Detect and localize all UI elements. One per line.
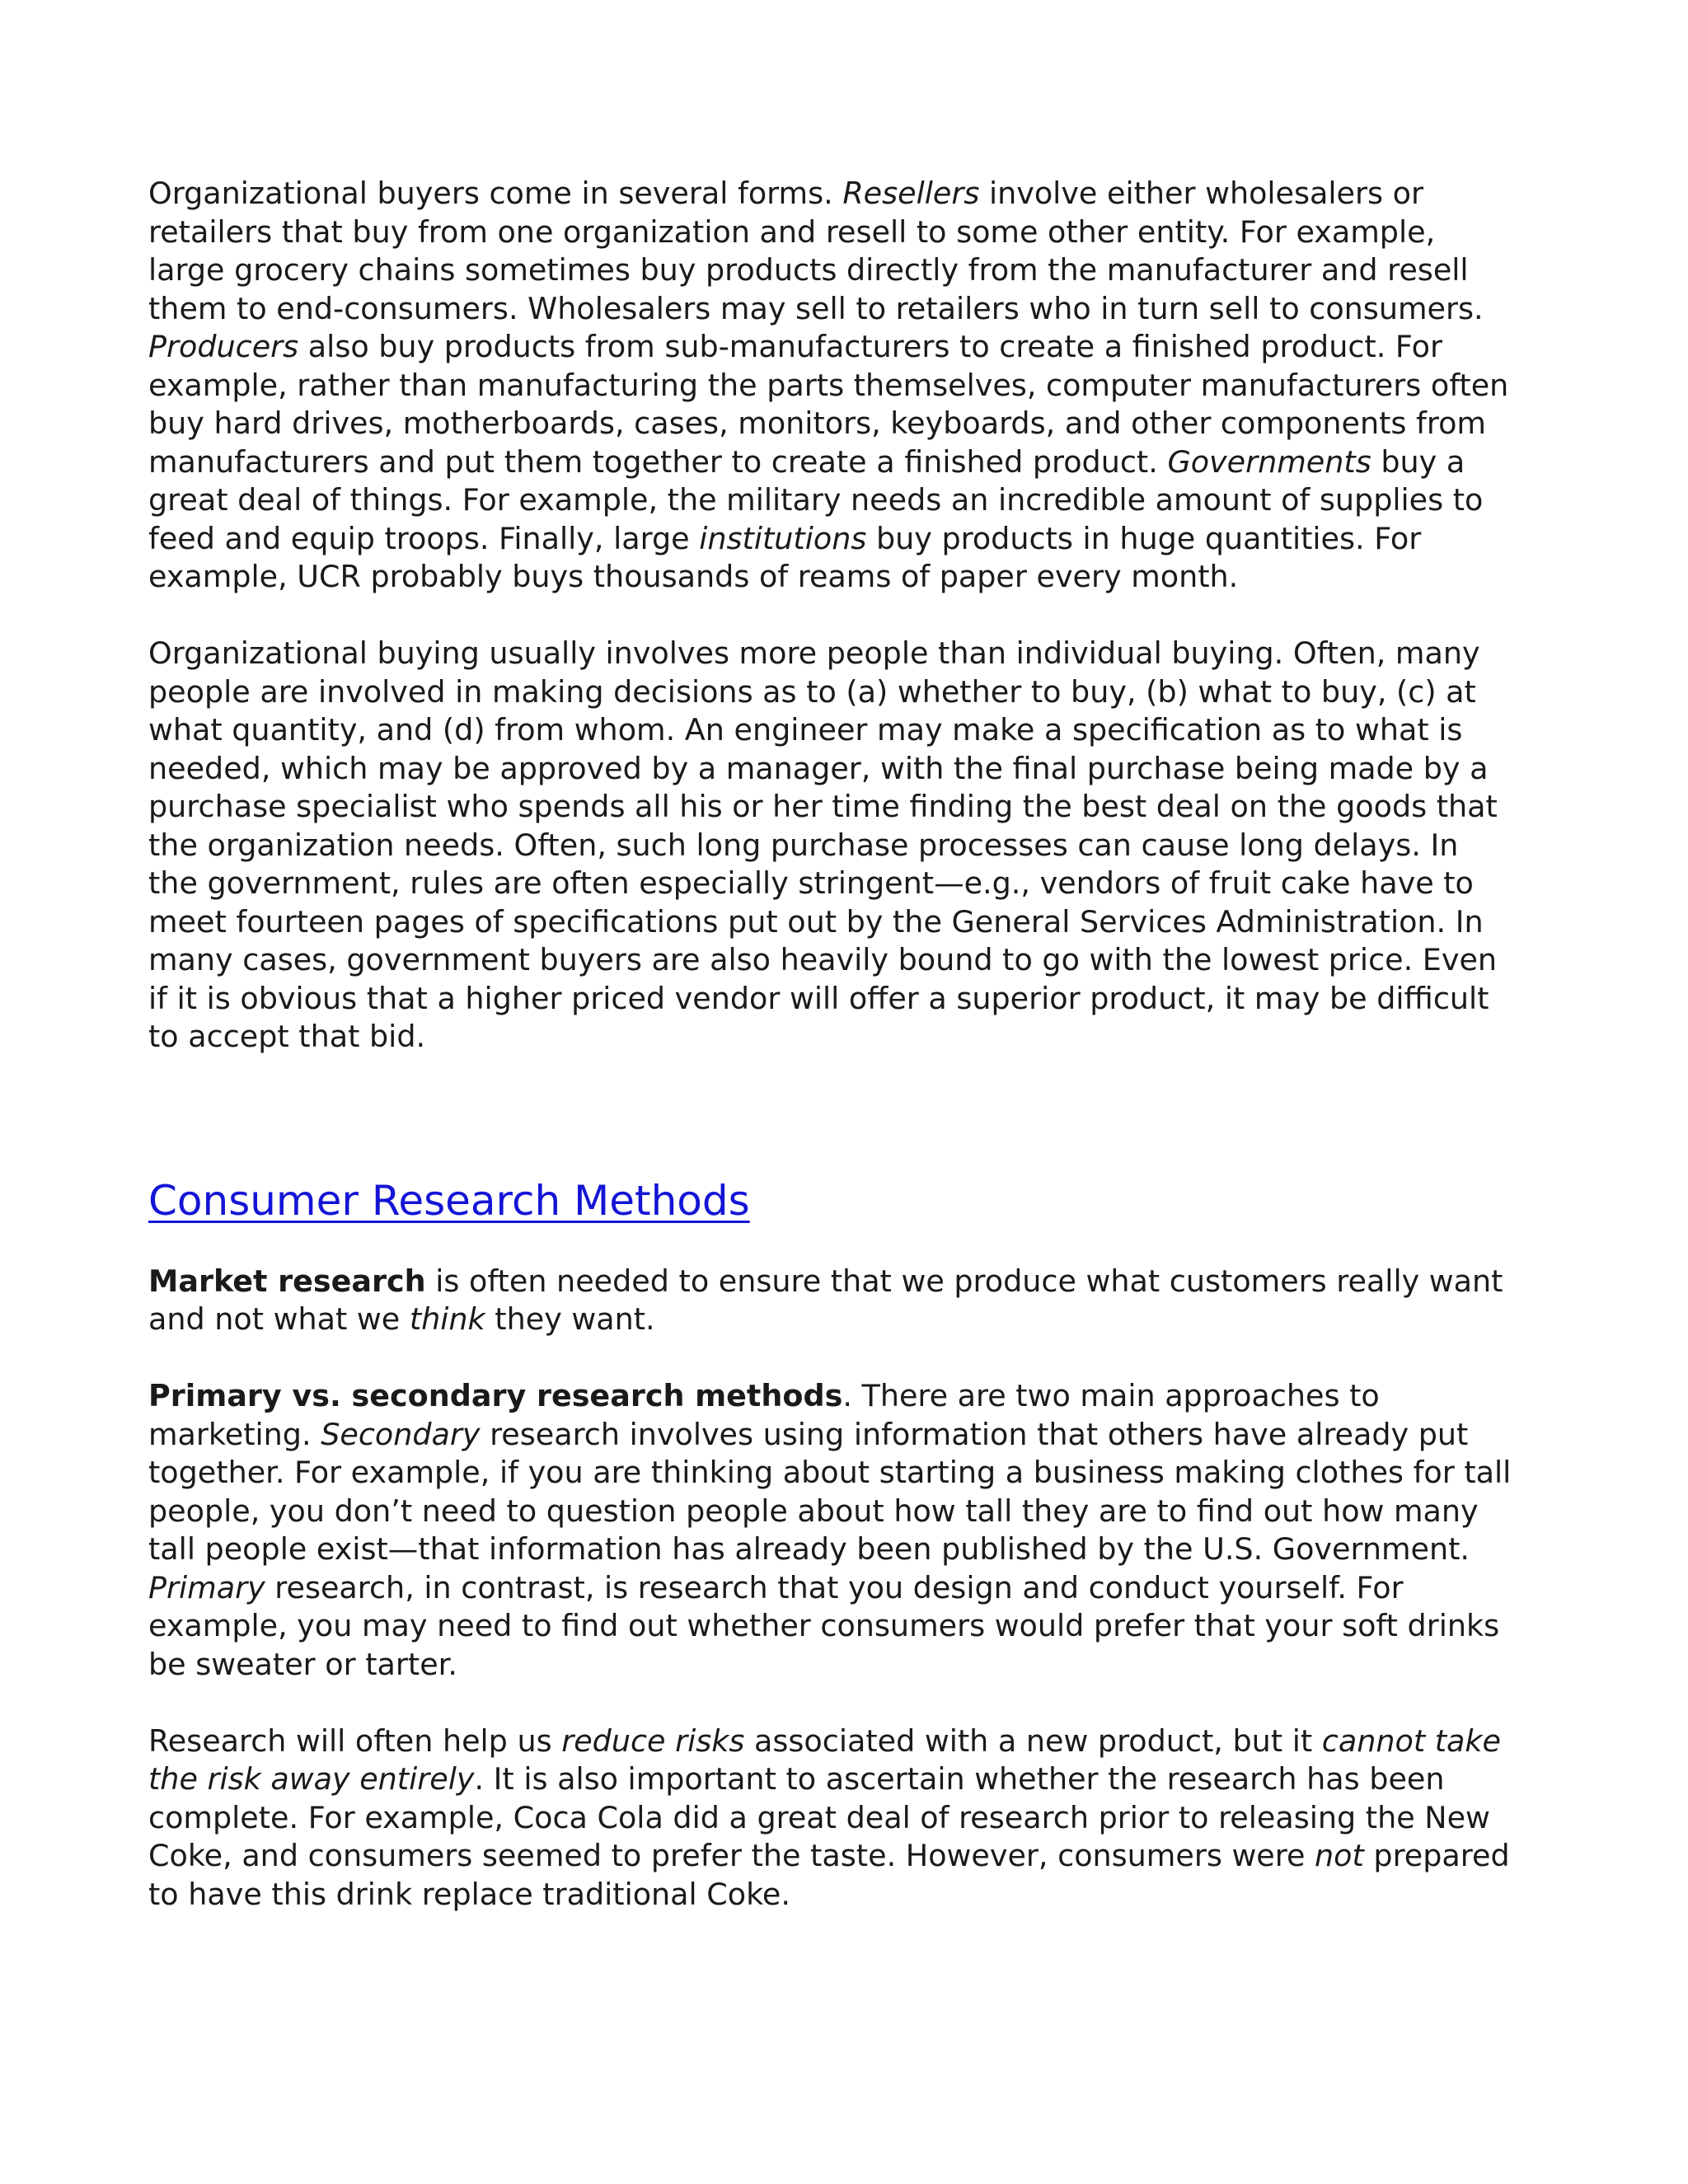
text-run: Organizational buyers come in several forms.	[148, 176, 843, 211]
term-institutions: institutions	[699, 520, 867, 556]
text-run: prepared to have this drink replace traditional Coke.	[148, 1838, 1510, 1912]
text-run: Organizational buying usually involves more people than individual buying. Often, many people are involved in making decisions as to (a) whether to buy, (b) what to buy, (c) at what quantity, and (d) from whom. An engineer may make a specification as to what is needed, which may be approved by a manager, with the final purchase being made by a purchase specialist who spends all his or her time finding the best deal on the goods that the organization needs. Often, such long purchase processes can cause long delays. In the government, rules are often especially stringent—e.g., vendors of fruit cake have to meet fourteen pages of specifications put out by the General Services Administration. In many cases, government buyers are also heavily bound to go with the lowest price. Even if it is obvious that a higher priced vendor will offer a superior product, it may be difficult to accept that bid.	[148, 635, 1498, 1054]
term-market-research: Market research	[148, 1263, 426, 1299]
term-primary-vs-secondary: Primary vs. secondary research methods	[148, 1378, 843, 1413]
term-producers: Producers	[148, 329, 299, 364]
text-run: . It is also important to ascertain whether the research has been complete. For example, Coca Cola did a great deal of research prior to releasing the New Coke, and consumers seemed to prefer the taste. However, consumers were	[148, 1761, 1490, 1873]
term-not: not	[1315, 1838, 1364, 1873]
text-run: is often needed to ensure that we produce what customers really want and not what we	[148, 1263, 1503, 1337]
paragraph-primary-vs-secondary	[148, 1377, 1517, 1684]
term-secondary: Secondary	[321, 1416, 481, 1452]
term-primary: Primary	[148, 1569, 265, 1605]
term-cannot-take-risk-away: cannot take the risk away entirely	[148, 1722, 1502, 1797]
paragraph-research-risks	[148, 1722, 1517, 1915]
section-heading-consumer-research-methods[interactable]: Consumer Research Methods	[148, 1176, 750, 1225]
term-reduce-risks: reduce risks	[561, 1722, 745, 1759]
term-governments: Governments	[1167, 443, 1372, 480]
paragraph-organizational-buyers	[148, 175, 1517, 597]
term-think: think	[409, 1301, 485, 1337]
text-run: research, in contrast, is research that you design and conduct yourself. For example, you may need to find out whether consumers would prefer that your soft drinks be sweater or tarter.	[148, 1569, 1500, 1682]
text-run: research involves using information that others have already put together. For example, if you are thinking about starting a business making clothes for tall people, you don’t need to question people about how tall they are to find out how many tall people exist—that information has already been published by the U.S. Government.	[148, 1416, 1512, 1567]
text-run: . There are two main approaches to marketing.	[148, 1378, 1380, 1452]
paragraph-market-research	[148, 1263, 1517, 1339]
term-resellers: Resellers	[842, 176, 980, 211]
text-run: Research will often help us	[148, 1722, 562, 1759]
text-run: buy a great deal of things. For example, the military needs an incredible amount of supplies to feed and equip troops. Finally, large	[148, 443, 1484, 556]
text-run: buy products in huge quantities. For example, UCR probably buys thousands of reams of paper every month.	[148, 520, 1422, 594]
page-content	[148, 175, 1517, 1952]
text-run: associated with a new product, but it	[744, 1722, 1322, 1759]
text-run: they want.	[485, 1301, 655, 1337]
text-run: also buy products from sub-manufacturers to create a finished product. For example, rather than manufacturing the parts themselves, computer manufacturers often buy hard drives, motherboards, cases, monitors, keyboards, and other components from manufacturers and put them together to create a finished product.	[148, 329, 1509, 480]
text-run: involve either wholesalers or retailers that buy from one organization and resell to some other entity. For example, large grocery chains sometimes buy products directly from the manufacturer and resell them to end-consumers. Wholesalers may sell to retailers who in turn sell to consumers.	[148, 176, 1484, 326]
paragraph-organizational-buying	[148, 635, 1517, 1057]
